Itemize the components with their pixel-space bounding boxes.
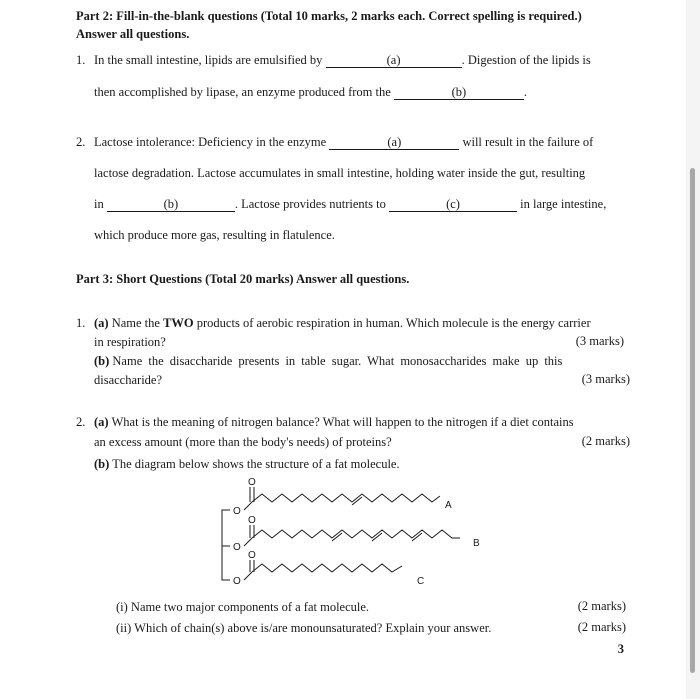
p3-q2b-sub-i: (i) Name two major components of a fat molecule. [116, 600, 370, 614]
part2-heading: Part 2: Fill-in-the-blank questions (Total 10 marks, 2 marks each. Correct spelling is required.) [76, 9, 582, 23]
p3-q1b-line1: (b) Name the disaccharide presents in table sugar. What monosaccharides make up this [94, 354, 563, 368]
p2-q2-line3: in (b) . Lactose provides nutrients to (c) in large intestine, [94, 197, 607, 211]
p3-q2b-sub-ii-marks: (2 marks) [577, 620, 626, 634]
fatty-acid-chain-c [252, 564, 402, 572]
p3-q2b-sub-i-marks: (2 marks) [577, 599, 626, 613]
p2-q2-line2: lactose degradation. Lactose accumulates in small intestine, holding water inside the gut, resulting [94, 166, 586, 180]
p2-q1-blank-b: (b) [394, 86, 524, 100]
p2-q2-blank-a: (a) [329, 136, 459, 150]
p2-q1-line2: then accomplished by lipase, an enzyme produced from the (b) . [94, 85, 528, 99]
chain-label-c: C [417, 576, 425, 587]
p2-q2-blank-c: (c) [389, 198, 517, 212]
p2-q1-line1: In the small intestine, lipids are emulsified by (a) . Digestion of the lipids is [94, 53, 591, 67]
carbonyl-oxygen-1: O [248, 477, 256, 488]
fatty-acid-chain-a [252, 494, 440, 502]
p3-q1a-line2: in respiration? [94, 335, 166, 349]
glycerol-backbone [222, 510, 230, 580]
page-number: 3 [617, 642, 624, 656]
carbonyl-oxygen-2: O [248, 515, 256, 526]
p3-q1b-line2: disaccharide? [94, 373, 163, 387]
scrollbar-thumb[interactable] [690, 168, 695, 673]
oxygen-atom-1: O [233, 506, 241, 517]
p3-q2a-line2: an excess amount (more than the body's needs) of proteins? [94, 435, 392, 449]
carbonyl-oxygen-3: O [248, 550, 256, 561]
p3-q2b-sub-ii: (ii) Which of chain(s) above is/are monounsaturated? Explain your answer. [116, 621, 492, 635]
fat-molecule-diagram [200, 474, 500, 594]
ester-bond-b [244, 538, 252, 546]
p3-q1-number: 1. [76, 316, 86, 330]
p2-q2-blank-b: (b) [107, 198, 235, 212]
p2-q1-blank-a: (a) [326, 54, 462, 68]
oxygen-atom-2: O [233, 542, 241, 553]
p3-q2a-line1: (a) What is the meaning of nitrogen balance? What will happen to the nitrogen if a diet contains [94, 415, 574, 429]
part2-instruction: Answer all questions. [76, 27, 190, 41]
chain-label-a: A [445, 500, 452, 511]
ester-bond-a [244, 502, 252, 510]
p3-q1a-line1: (a) Name the TWO products of aerobic respiration in human. Which molecule is the energy carrier [94, 316, 591, 330]
p3-q2-number: 2. [76, 415, 86, 429]
p2-q2-number: 2. [76, 135, 86, 149]
ester-bond-c [244, 572, 252, 580]
chain-label-b: B [473, 538, 480, 549]
part3-heading: Part 3: Short Questions (Total 20 marks) Answer all questions. [76, 272, 410, 286]
fatty-acid-chain-b [252, 530, 460, 538]
p2-q2-line4: which produce more gas, resulting in flatulence. [94, 228, 335, 242]
p2-q1-number: 1. [76, 53, 86, 67]
p3-q1b-marks: (3 marks) [581, 372, 630, 386]
p2-q2-line1: Lactose intolerance: Deficiency in the enzyme (a) will result in the failure of [94, 135, 594, 149]
p3-q2a-marks: (2 marks) [581, 434, 630, 448]
p3-q1a-marks: (3 marks) [575, 334, 624, 348]
oxygen-atom-3: O [233, 576, 241, 587]
p3-q2b-line1: (b) The diagram below shows the structure of a fat molecule. [94, 457, 400, 471]
